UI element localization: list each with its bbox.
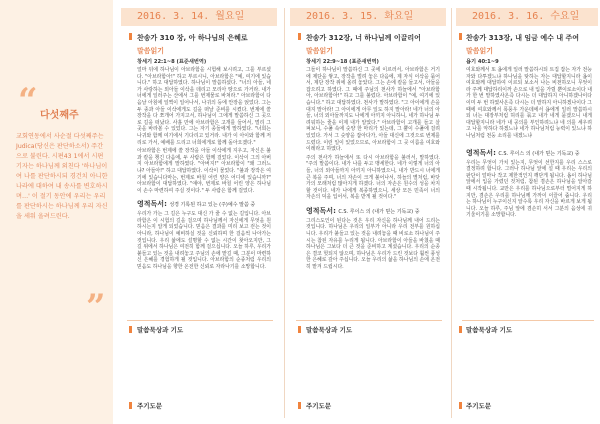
spiritual-reading-source: C.S. 루이스 의 (내가 믿는 기독교) 중: [498, 150, 580, 157]
divider: [127, 320, 273, 321]
word-reading-label: 말씀읽기: [306, 47, 334, 55]
hymn-title: 찬송가 310 장, 아 하나님의 은혜로: [137, 34, 248, 42]
spiritual-reading-text: 우리가 가는 그 길은 누구도 대신 가 줄 수 없는 길입니다. 아브라함은 이 시험의 길을 걸으며 하나님께서 자신에게 무엇을 원하시는지 알게 되었습니다. 믿음은 결과를 미리 보고 걷는 것이 아니라, 하나님이 예비하실 것을 신뢰하며 한 걸음씩 나아가는 것입니다. 우리 삶에도 설명할 수 없는 시간이 찾아오지만, 그 길 위에서 하나님은 여전히 함께 걸으십니다. 오늘 하루, 우리가 붙들고 있는 것을 내려놓고 주님의 손에 맡길 때, 그분이 마련하신 은혜를 경험하게 될 것입니다. 아브라함의 순종처럼 우리의 믿음도 하나님을 향한 온전한 신뢰로 자라나기를 소망합니다.: [137, 211, 271, 271]
spiritual-reading-heading: 영적독서: 성경 기록된 하고 있는 (주)예수 말씀 중: [137, 200, 256, 209]
scripture-text-continued: 아브라함은 번제에 쓸 장작을 아들 이삭에게 지우고, 자신은 불과 칼을 챙긴 다음에, 두 사람은 함께 걸었다. 이삭이 그의 아버지 아브라함에게 말하였다. "아버지!" 아브라함이 "왜 그러느냐? 아들아!" 하고 대답하였다. 이삭이 물었다. "불과 장작은 여기에 있습니다마는, 번제로 바칠 어린 양은 어디에 있습니까?" 아브라함이 대답하였다. "얘야, 번제로 바칠 어린 양은 하나님이 손수 마련하여 주실 것이다." 두 사람은 함께 걸었다.: [137, 148, 271, 194]
scripture-reference: 욥기 40:1~9: [466, 59, 499, 65]
scripture-text-continued: 주의 천사가 하늘에서 또 다시 아브라함을 불러서, 말하였다. "주의 말씀이다. 내가 나를 두고 맹세한다. 네가 이렇게 너의 아들, 너의 외아들까지 아끼지 아니하였으니, 내가 반드시 너에게 큰 복을 주며, 너의 자손이 크게 불어나서, 하늘의 별처럼, 바닷가의 모래처럼 많아지게 하겠다. 너의 자손은 원수의 성을 차지할 것이다. 네가 나에게 복종하였으니, 세상 모든 민족이 너의 자손의 덕을 입어서, 복을 받게 될 것이다.": [306, 154, 440, 201]
date-header: 2016. 3. 15. 화요일: [290, 8, 446, 26]
scripture-reference: 창세기 22:1~8 (표준새번역): [137, 59, 207, 65]
day-content: [290, 26, 446, 271]
intro-panel: [0, 0, 113, 424]
open-quote-icon: “: [18, 81, 38, 121]
meditation-prayer-heading: 말씀묵상과 기도: [137, 326, 184, 334]
spiritual-reading-label: 영적독서: [306, 206, 334, 215]
day-column-monday: [121, 8, 277, 424]
scripture-text: 얼마 뒤에 하나님이 아브라함을 시험해 보시려고, 그를 부르셨다. "아브라함아!" 하고 부르시니, 아브라함은 "예, 여기에 있습니다." 하고 대답하였다. 하나님이 말씀하셨다. "너의 아들, 네가 사랑하는 외아들 이삭을 데리고 모리아 땅으로 가거라. 내가 너에게 일러주는 산에서 그를 번제물로 바쳐라." 아브라함이 다음날 아침에 일찍이 일어나서, 나귀의 등에 안장을 얹었다. 그는 두 종과 아들 이삭에게도 길을 떠날 준비를 시켰다. 번제에 쓸 장작을 다 쪼개어 가지고서, 하나님이 그에게 말씀하신 그 곳으로 길을 떠났다. 사흘 만에 아브라함은 고개를 들어서, 멀리 그 곳을 바라볼 수 있었다. 그는 자기 종들에게 말하였다. "너희는 나귀와 함께 여기에서 기다리고 있거라. 내가 이 아이와 함께 저리로 가서, 예배를 드리고 너희에게로 함께 돌아오겠다.": [137, 67, 271, 146]
meditation-prayer-heading: 말씀묵상과 기도: [306, 326, 353, 334]
lords-prayer-heading: 주기도문: [137, 402, 163, 410]
day-content: [456, 26, 598, 219]
spiritual-reading-heading: 영적독서: C.S. 루이스 의 (내가 믿는 기독교) 중: [306, 206, 420, 215]
section-marker: [459, 402, 462, 409]
divider: [296, 320, 442, 321]
lords-prayer-heading: 주기도문: [466, 402, 492, 410]
section-marker: [129, 402, 132, 409]
section-marker: [298, 326, 301, 333]
word-reading-label: 말씀읽기: [137, 47, 165, 55]
meditation-prayer-heading: 말씀묵상과 기도: [466, 326, 513, 334]
section-marker: [129, 326, 132, 333]
spiritual-reading-text: 우리는 무엇이 가치 있는지, 무엇이 선한지를 우리 스스로 결정하려 합니다. 그러나 하나님 앞에 설 때 우리는 우리의 판단이 얼마나 작고 제한적인지 깨닫게 됩니다. 욥이 하나님 앞에서 입을 가렸던 것처럼, 참된 겸손은 하나님을 알아갈 때 시작됩니다. 교만은 우리를 하나님으로부터 멀어지게 하지만, 겸손은 우리를 하나님께 가까이 이끌어 줍니다. 우리는 하나님이 누구이신지 알수록 우리 자신을 바르게 보게 됩니다. 오늘 하루, 주님 앞에 겸손히 서서 그분의 음성에 귀 기울이기를 소망합니다.: [466, 159, 592, 219]
day-column-wednesday: [456, 8, 598, 424]
column-divider: [451, 8, 452, 418]
scripture-text: 여호와께서 또 욥에게 일러 말씀하시되 트집 잡는 자가 전능자와 다투겠느냐 하나님을 탓하는 자는 대답할지니라 욥이 여호와께 대답하여 이르되 보소서 나는 비천하오니 무엇이라 주께 대답하리이까 손으로 내 입을 가릴 뿐이로소이다 내가 한 번 말하였사온즉 다시는 더 대답하지 아니하겠나이다 이미 두 번 하였사온즉 다시는 더 말하지 아니하겠나이다 그 때에 여호와께서 폭풍우 가운데에서 욥에게 일러 말씀하시되 너는 대장부처럼 허리를 묶고 내가 네게 묻겠으니 내게 대답할지니라 네가 내 공의를 부인하려느냐 네 의를 세우려고 나를 악하다 하겠느냐 네가 하나님처럼 능력이 있느냐 하나님처럼 천둥 소리를 내겠느냐: [466, 67, 592, 139]
hymn-title: 찬송가 313장, 내 임금 예수 내 주여: [466, 34, 580, 42]
spiritual-reading-text: 그리스도인이 된다는 것은 우리 자신을 하나님께 내어 드리는 것입니다. 하나님은 우리의 일부가 아니라 우리 전부를 원하십니다. 우리가 붙들고 있는 것을 내려놓을 때 비로소 하나님이 주시는 참된 자유를 누리게 됩니다. 아브라함이 아들을 바쳤을 때 하나님은 그보다 더 큰 것을 준비하고 계셨습니다. 우리의 순종은 결코 헛되지 않으며, 하나님은 우리가 드린 것보다 훨씬 풍성한 은혜로 갚아 주십니다. 오늘 우리의 삶을 하나님의 손에 온전히 맡겨 드립시다.: [306, 217, 440, 271]
section-marker: [459, 33, 462, 40]
day-content: [121, 26, 277, 271]
hymn-title: 찬송가 312장, 너 하나님께 이끌리어: [306, 34, 421, 42]
scripture-reference: 창세기 22:9~18 (표준새번역): [306, 59, 379, 65]
spiritual-reading-source: 성경 기록된 하고 있는 (주)예수 말씀 중: [169, 202, 256, 209]
spiritual-reading-heading: 영적독서: C.S. 루이스 의 (내가 믿는 기독교) 중: [466, 148, 580, 157]
section-marker: [298, 402, 301, 409]
section-marker: [459, 326, 462, 333]
date-header: 2016. 3. 16. 수요일: [456, 8, 598, 26]
close-quote-icon: ”: [86, 287, 106, 327]
intro-body: 교회연동에서 사순절 다섯째주는 Judica(당신은 판단하소서) 주간으로 불린다. 시편43 1에서 시편기자는 하나님께 외친다 '하나님이여 나를 판단하시되 경건치 아니한 나라에 대하여 내 송사를 변호하시며…' 이 절기 동안에 우리는 우리를 판단하시는 하나님께 우리 자신을 세워 올려드린다.: [16, 133, 108, 220]
word-reading-label: 말씀읽기: [466, 47, 494, 55]
scripture-text: 그들이 하나님이 말씀하신 그 곳에 이르러서, 아브라함은 거기에 제단을 쌓고, 장작을 벌려 놓은 다음에, 제 자식 이삭을 묶어서, 제단 장작 위에 올려 놓았다. 그는 손에 칼을 들고서, 아들을 잡으려고 하였다. 그 때에 주님의 천사가 하늘에서 "아브라함아, 아브라함아!" 하고 그를 불렀다. 아브라함이 "예, 여기에 있습니다." 하고 대답하였다. 천사가 말하였다. "그 아이에게 손을 대지 말아라! 그 아이에게 아무 일도 하지 말아라! 네가 너의 아들, 너의 외아들까지도 나에게 아끼지 아니하니, 네가 하나님 두려워하는 줄을 이제 내가 알았다." 아브라함이 고개를 들고 살펴보니, 수풀 속에 숫양 한 마리가 있는데, 그 뿔이 수풀에 걸려 있었다. 가서 그 숫양을 잡아다가, 아들 대신에 그것으로 번제를 드렸다. 이런 일이 있었으므로, 아브라함이 그 곳 이름을 여호와이레라고 하였다.: [306, 67, 440, 153]
lords-prayer-heading: 주기도문: [306, 402, 332, 410]
spiritual-reading-source: C.S. 루이스 의 (내가 믿는 기독교) 중: [338, 208, 420, 215]
intro-title: 다섯째주: [40, 110, 79, 121]
section-marker: [129, 33, 132, 40]
day-column-tuesday: [290, 8, 446, 424]
spiritual-reading-label: 영적독서: [137, 200, 165, 209]
spiritual-reading-label: 영적독서: [466, 148, 494, 157]
column-divider: [284, 8, 285, 418]
divider: [462, 320, 594, 321]
section-marker: [298, 33, 301, 40]
date-header: 2016. 3. 14. 월요일: [121, 8, 277, 26]
